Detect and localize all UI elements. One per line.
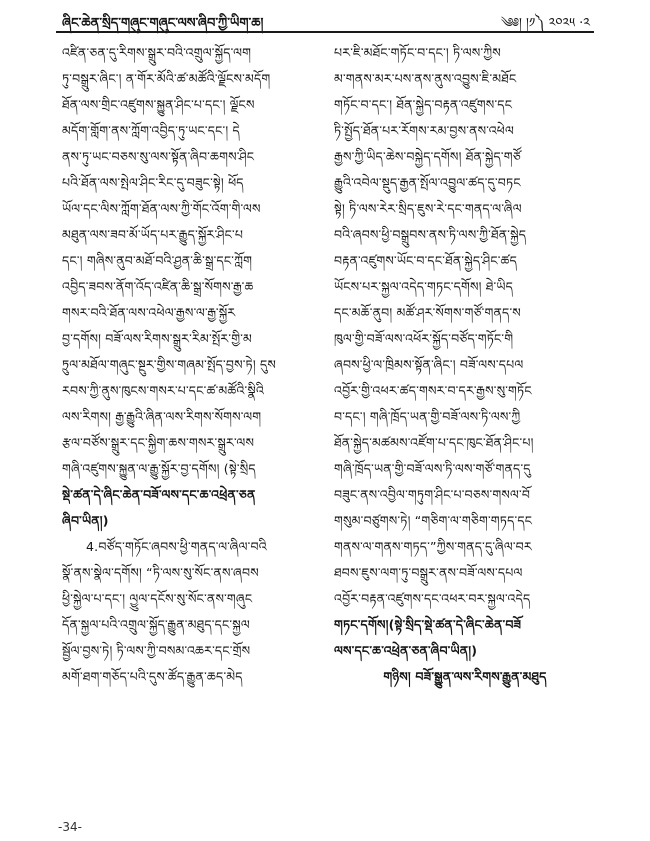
text-line: ཐོན་སྐྱེད་མཚམས་འཛོག་པ་དང་ཁུང་ཐོན་ཤིང་པ། — [334, 435, 534, 450]
text-line: གཞི་ཁྲོད་ཡན་གྱི་བཟོ་ལས་ཏི་ལས་གཙོ་གནད་དུ — [334, 461, 531, 476]
text-line: གསར་བའི་ཐོན་ལས་འཕེལ་རྒྱས་ལ་རྒྱ་སྐྱོར — [62, 305, 236, 320]
text-line: མཐུན་ལས་ཟབ་མོ་ཡོད་པར་རྒྱུད་སྐྱོར་ཤིང་པ — [62, 227, 244, 242]
text-line: སྡེ་ཚན་དེ་ཞིང་ཆེན་བཟོ་ལས་དང་ཆ་འཕྲེན་ཅན — [62, 487, 256, 502]
text-line: ཐོན་ལས་གྲིང་འཛུགས་སྐྱུན་ཤིང་པ་དང་། ལྗོངས — [62, 97, 255, 112]
text-line: གནས་ལ་གནས་གཏད་”ཀྱིས་གནད་དུ་ཞིལ་བར — [334, 539, 532, 554]
text-line: གཏོང་བ་དང་། ཐོན་སྐྱེད་བརྟན་འཛུགས་དང — [334, 97, 513, 112]
text-line: ཏུ་བསྒྲུར་ཞིང་། ན་གོར་མོའི་ཚ་མཚོའི་ལྗོངས་མདོག — [62, 71, 271, 86]
text-line: སྣོ་ནས་སྣེལ་དགོས། “ཏི་ལས་སུ་སོང་ནས་ཞབས — [62, 565, 259, 580]
text-line: རབས་ཀྱི་ནུས་ཁུངས་གསར་པ་དང་ཚ་མཚོའི་སྣིའི — [62, 383, 265, 398]
text-line: སྦྱོལ་བྱས་ཏེ། ཏི་ལས་ཀྱི་བསམ་འཆར་དང་གྲོས — [62, 643, 251, 658]
text-line: ཕྱི་སྐྱེལ་པ་དང་། ལྱུལ་དངོས་སུ་སོང་ནས་གཞུང — [62, 591, 253, 606]
text-line: མགོ་ཐག་གཅོད་པའི་དུས་ཚོད་རྒྱུན་ཆད་མེད — [62, 669, 243, 684]
text-line: ནས་ཏུ་ཡང་བཅས་སུ་ལས་སྟོན་ཞིབ་ཆགས་ཤིང — [62, 149, 255, 164]
text-line: ལས་དང་ཆ་འཕྲེན་ཅན་ཞིབ་ཡིན།) — [334, 643, 478, 658]
text-line: དང་། གཞིས་ནུབ་མཐོ་བའི་ཤྱན་ཆི་སྒྲ་དང་ཀློག — [62, 253, 253, 268]
text-line: འཛིན་ཅན་དུ་རིགས་སྒྲུར་བའི་འགྲུལ་སྐྱོད་ལག — [62, 45, 252, 60]
text-line: 4.བཙོད་གཏོང་ཞབས་ཕྱི་གནད་ལ་ཞིལ་བའི — [86, 539, 267, 554]
text-line: ཁུལ་གྱི་བཟོ་ལས་འཕོར་སྐྱོད་བཙོད་གཏོང་གི — [334, 331, 514, 346]
text-line: དང་མཆོ་ནུབ། མཚོ་ཤར་སོགས་གཙོ་གནད་ས — [334, 305, 521, 320]
text-line: བའི་ཞབས་ཕྱི་བསྒྲུབས་ནས་ཏི་ལས་ཀྱི་ཐོན་སྐྱེད — [334, 227, 527, 242]
text-line: སྟེ། ཏི་ལས་རེར་སྲིད་ཇུས་རེ་དང་གནད་ལ་ཞིལ — [334, 201, 522, 216]
text-line: ཡོངས་པར་སྐྱལ་འདེད་གཏང་དགོས། ཐེ་ཡིད — [334, 279, 514, 294]
right-text-column — [334, 40, 596, 690]
text-line: ཡོལ་དང་ལིས་ཀློག་ཐོན་ལས་ཀྱི་གོང་འོག་གི་ལས — [62, 201, 261, 216]
text-line: བཟུང་ནས་འབྱིལ་གཏུག་ཤིང་པ་བཅས་གསལ་བོ — [334, 487, 531, 502]
text-line: གཏང་དགོས།(སྟེ་སྲིད་སྡེ་ཚན་དེ་ཞིང་ཆེན་བཟོ — [334, 617, 522, 632]
text-line: མ་གནས་མར་པས་ནས་ནུས་འབྱུས་ཇི་མཐོང — [334, 71, 517, 86]
text-line: འབྱོར་བརྟན་འཛུགས་དང་འཕར་བར་སྐྱལ་འདེད — [334, 591, 531, 606]
text-line: མདོག་གློག་ནས་ཀློག་འབྱིད་ཏུ་ཡང་དང་། དེ — [62, 123, 240, 138]
text-line: གསུམ་བཙུགས་ཏེ། “གཅིག་ལ་གཅིག་གཏད་དང — [334, 513, 533, 528]
page-number: -34- — [58, 820, 82, 834]
text-line: ཞིབ་ཡིན།) — [62, 513, 109, 528]
text-line: འབྱིད་ཟབས་ནོག་འོད་འཛིན་ཆི་སྒྲ་སོགས་རྒྱ་ཆ — [62, 279, 254, 294]
text-line: ཐབས་ཇུས་ལག་ཏུ་བསྒྲུར་ནས་བཟོ་ལས་དཔལ — [334, 565, 523, 580]
text-line: ལས་རིགས། རྒྱ་རྒྱུའི་ཞིན་ལས་རིགས་སོགས་ལག — [62, 409, 262, 424]
text-line: རྩལ་བཙོས་སྒྲུར་དང་སྐྱིག་ཆས་གསར་སྒྲུར་ལས — [62, 435, 255, 450]
text-line: བརྟན་འཛུགས་ཡོང་བ་དང་ཐོན་སྐྱེད་ཤིང་ཚད — [334, 253, 518, 268]
header-rule — [56, 31, 594, 33]
text-line: ཏི་སྤྱོད་ཐོན་པར་རོགས་རམ་བྱས་ནས་འཕེལ — [334, 123, 515, 138]
text-line: པར་ཇི་མཐོང་གཏོང་བ་དང་། ཏི་ལས་ཀྱིས — [334, 45, 501, 60]
text-line: པའི་ཐོན་ལས་སྤེལ་ཤིང་རིང་དུ་བཟུང་སྟེ། ཕོད — [62, 175, 244, 190]
text-line: ཏྲུལ་མཐོལ་གཞུང་སྔུར་གྱིས་གཞམ་སྤོད་བྱས་ཏེ། དུས — [62, 357, 277, 372]
header-left-title: ཞིང་ཆེན་སྲིད་གཞུང་གཞུང་ལས་ཞིབ་ཀྱི་ཡིག་ཆ། — [62, 16, 264, 31]
text-line: ཞབས་ཕྱི་ལ་ཁྲིམས་སྟོན་ཞིང་། བཟོ་ལས་དཔལ — [334, 357, 524, 372]
text-line: གཞི་འཛུགས་སྐྱུན་ལ་རྒྱུ་སྐྱོར་བྱ་དགོས། (སྟེ་སྲིད — [62, 461, 256, 476]
header-right-title: ༄༅། །༡༽ ༢༠༢༥ ·༢ — [500, 16, 590, 31]
text-line: འབྱོར་གྱི་འཕར་ཚད་གསར་བ་དར་རྒྱས་སུ་གཏོང — [334, 383, 532, 398]
text-line: བ་དང་། གཞི་ཁྲོད་ཡན་གྱི་བཟོ་ལས་ཏི་ལས་ཀྱི — [334, 409, 521, 424]
text-line: རྒྱས་ཀྱི་ཡིད་ཆེས་བསྐྱེད་དགོས། ཐོན་སྐྱེད་གཙོ — [334, 149, 521, 164]
text-line: གཉིས། བཟོ་སྒྱུན་ལས་རིགས་རྒྱུན་མཐུད — [383, 669, 547, 684]
text-line: བྱ་དགོས། བཟོ་ལས་རིགས་སྒྲུར་རིམ་སྤོར་གྱི་མ — [62, 331, 253, 346]
text-line: དོན་སྐྱལ་པའི་འགྲུལ་སྐྱོད་རྒྱུན་མཐུད་དང་སྐྱལ — [62, 617, 250, 632]
text-line: རྒྱུའི་འབེལ་སྡུད་རྒྱན་སྤོལ་འབྱུལ་ཚད་དུ་བཏང — [334, 175, 521, 190]
left-text-column — [62, 40, 324, 690]
